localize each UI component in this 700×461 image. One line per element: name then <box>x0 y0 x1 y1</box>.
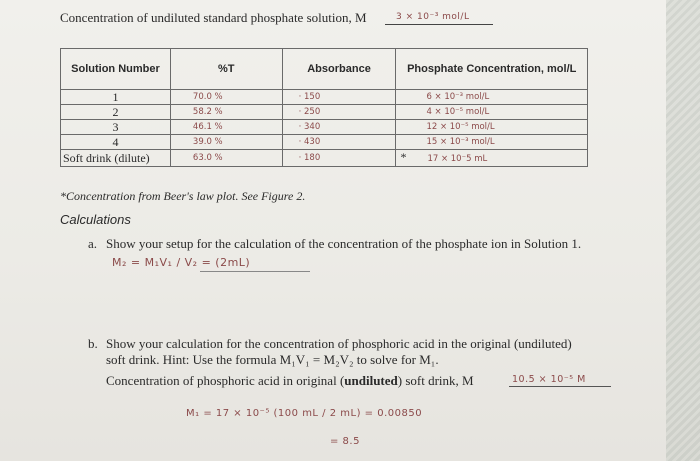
part-b-concentration-label <box>106 373 474 389</box>
col-header-solution: Solution Number <box>61 49 171 90</box>
row-percent-t: 58.2 % <box>170 105 282 120</box>
row-concentration-soft-drink <box>396 150 588 167</box>
row-label: 3 <box>61 120 171 135</box>
part-a-letter: a. <box>88 236 98 251</box>
part-b-letter: b. <box>88 336 98 351</box>
conc-prefix: Concentration of phosphoric acid in original ( <box>106 373 345 388</box>
header-label: Concentration of undiluted standard phosphate solution, M <box>60 10 367 25</box>
asterisk-marker: * <box>400 150 407 164</box>
row-percent-t: 39.0 % <box>170 135 282 150</box>
part-a-prompt: Show your setup for the calculation of the concentration of the phosphate ion in Solution 1. <box>106 236 582 251</box>
row-percent-t: 70.0 % <box>170 90 282 105</box>
row-absorbance: · 180 <box>282 150 396 167</box>
row-label: 4 <box>61 135 171 150</box>
row-label-soft-drink <box>61 150 171 167</box>
part-b-answer: 10.5 × 10⁻⁵ M <box>512 374 586 385</box>
row-absorbance: · 430 <box>282 135 396 150</box>
part-b-work-line2: = 8.5 <box>330 436 360 447</box>
row-label: 2 <box>61 105 171 120</box>
row-absorbance: · 150 <box>282 90 396 105</box>
row-absorbance: · 340 <box>282 120 396 135</box>
row-percent-t: 63.0 % <box>170 150 282 167</box>
table-row-soft-drink <box>61 150 588 167</box>
row-absorbance: · 250 <box>282 105 396 120</box>
col-header-concentration: Phosphate Concentration, mol/L <box>396 49 588 90</box>
part-b-work-line1: M₁ = 17 × 10⁻⁵ (100 mL / 2 mL) = 0.00850 <box>186 408 423 419</box>
row-label: 1 <box>61 90 171 105</box>
row-concentration: 12 × 10⁻⁵ mol/L <box>396 120 588 135</box>
calculations-heading: Calculations <box>60 212 131 227</box>
row-concentration: 4 × 10⁻⁵ mol/L <box>396 105 588 120</box>
part-b-line2: soft drink. Hint: Use the formula M₁V₁ = M₂V₂ to solve for M₁. <box>106 352 439 367</box>
soft-drink-concentration: 17 × 10⁻5 mL <box>427 154 488 164</box>
col-header-percent-t: %T <box>170 49 282 90</box>
table-row <box>61 120 588 135</box>
header-answer: 3 × 10⁻³ mol/L <box>396 12 470 22</box>
table-row <box>61 105 588 120</box>
conc-suffix: ) soft drink, M <box>397 373 474 388</box>
conc-bold: undiluted <box>344 373 398 388</box>
part-b-answer-line <box>509 386 611 387</box>
row-percent-t: 46.1 % <box>170 120 282 135</box>
col-header-absorbance: Absorbance <box>282 49 396 90</box>
data-table <box>60 48 588 167</box>
part-a-work: M₂ = M₁V₁ / V₂ = (2mL) <box>112 256 251 269</box>
part-b-line1: Show your calculation for the concentration of phosphoric acid in the original (undiluted) <box>106 336 572 351</box>
part-a-answer-line <box>200 271 310 272</box>
table-header-row <box>61 49 588 90</box>
table-row <box>61 135 588 150</box>
footnote: *Concentration from Beer's law plot. See Figure 2. <box>60 189 306 203</box>
header-answer-line <box>385 24 493 25</box>
page-edge-decoration <box>666 0 700 461</box>
soft-drink-label: Soft drink (dilute) <box>63 151 150 165</box>
row-concentration: 6 × 10⁻³ mol/L <box>396 90 588 105</box>
table-row <box>61 90 588 105</box>
row-concentration: 15 × 10⁻³ mol/L <box>396 135 588 150</box>
